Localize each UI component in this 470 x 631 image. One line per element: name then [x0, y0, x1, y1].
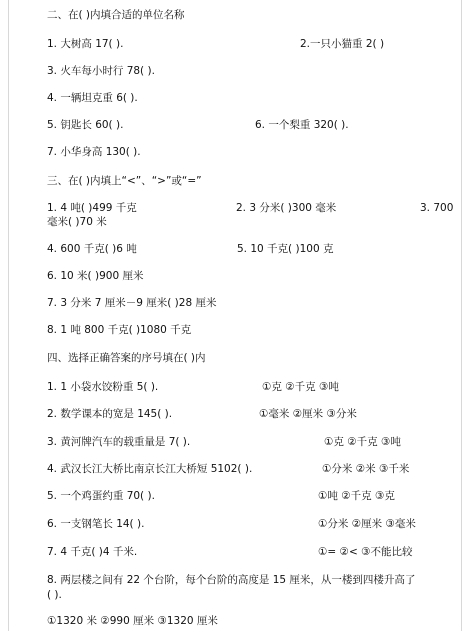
- s4-question-1-options: ①克 ②千克 ③吨: [262, 381, 339, 393]
- s4-question-7: 7. 4 千克( )4 千米.: [47, 546, 138, 558]
- s3-question-3-start: 3. 700: [420, 202, 454, 214]
- s4-question-8-options: ①1320 米 ②990 厘米 ③1320 厘米: [47, 615, 218, 627]
- s2-question-2: 2.一只小猫重 2( ): [300, 38, 385, 50]
- section-4-heading: 四、选择正确答案的序号填在( )内: [47, 352, 206, 364]
- s2-question-7: 7. 小华身高 130( ).: [47, 146, 141, 158]
- section-2-heading: 二、在( )内填合适的单位名称: [47, 9, 185, 21]
- s4-question-8: 8. 两层楼之间有 22 个台阶，每个台阶的高度是 15 厘米，从一楼到四楼升高了: [47, 574, 416, 586]
- s4-question-6-options: ①分米 ②厘米 ③毫米: [318, 518, 416, 530]
- s4-question-1: 1. 1 小袋水饺粉重 5( ).: [47, 381, 159, 393]
- s4-question-7-options: ①= ②< ③不能比较: [318, 546, 413, 558]
- s3-question-2: 2. 3 分米( )300 毫米: [236, 202, 337, 214]
- s3-question-8: 8. 1 吨 800 千克( )1080 千克: [47, 324, 192, 336]
- s2-question-3: 3. 火车每小时行 78( ).: [47, 65, 155, 77]
- s4-question-8-blank: ( ).: [47, 589, 62, 601]
- s4-question-4-options: ①分米 ②米 ③千米: [322, 463, 410, 475]
- s3-question-7: 7. 3 分米 7 厘米－9 厘米( )28 厘米: [47, 297, 217, 309]
- s3-question-6: 6. 10 米( )900 厘米: [47, 270, 144, 282]
- s4-question-5: 5. 一个鸡蛋约重 70( ).: [47, 490, 155, 502]
- s2-question-6: 6. 一个梨重 320( ).: [255, 119, 349, 131]
- s4-question-2: 2. 数学课本的宽是 145( ).: [47, 408, 173, 420]
- s2-question-4: 4. 一辆坦克重 6( ).: [47, 92, 138, 104]
- s2-question-1: 1. 大树高 17( ).: [47, 38, 124, 50]
- s3-question-3-end: 毫米( )70 米: [47, 216, 107, 228]
- s4-question-5-options: ①吨 ②千克 ③克: [318, 490, 395, 502]
- s3-question-1: 1. 4 吨( )499 千克: [47, 202, 137, 214]
- section-3-heading: 三、在( )内填上“<”、“>”或“=”: [47, 175, 202, 187]
- s4-question-3-options: ①克 ②千克 ③吨: [324, 436, 401, 448]
- s3-question-4: 4. 600 千克( )6 吨: [47, 243, 137, 255]
- s4-question-2-options: ①毫米 ②厘米 ③分米: [259, 408, 357, 420]
- s3-question-5: 5. 10 千克( )100 克: [237, 243, 334, 255]
- s2-question-5: 5. 钥匙长 60( ).: [47, 119, 124, 131]
- s4-question-3: 3. 黄河牌汽车的载重量是 7( ).: [47, 436, 191, 448]
- s4-question-6: 6. 一支钢笔长 14( ).: [47, 518, 145, 530]
- s4-question-4: 4. 武汉长江大桥比南京长江大桥短 5102( ).: [47, 463, 253, 475]
